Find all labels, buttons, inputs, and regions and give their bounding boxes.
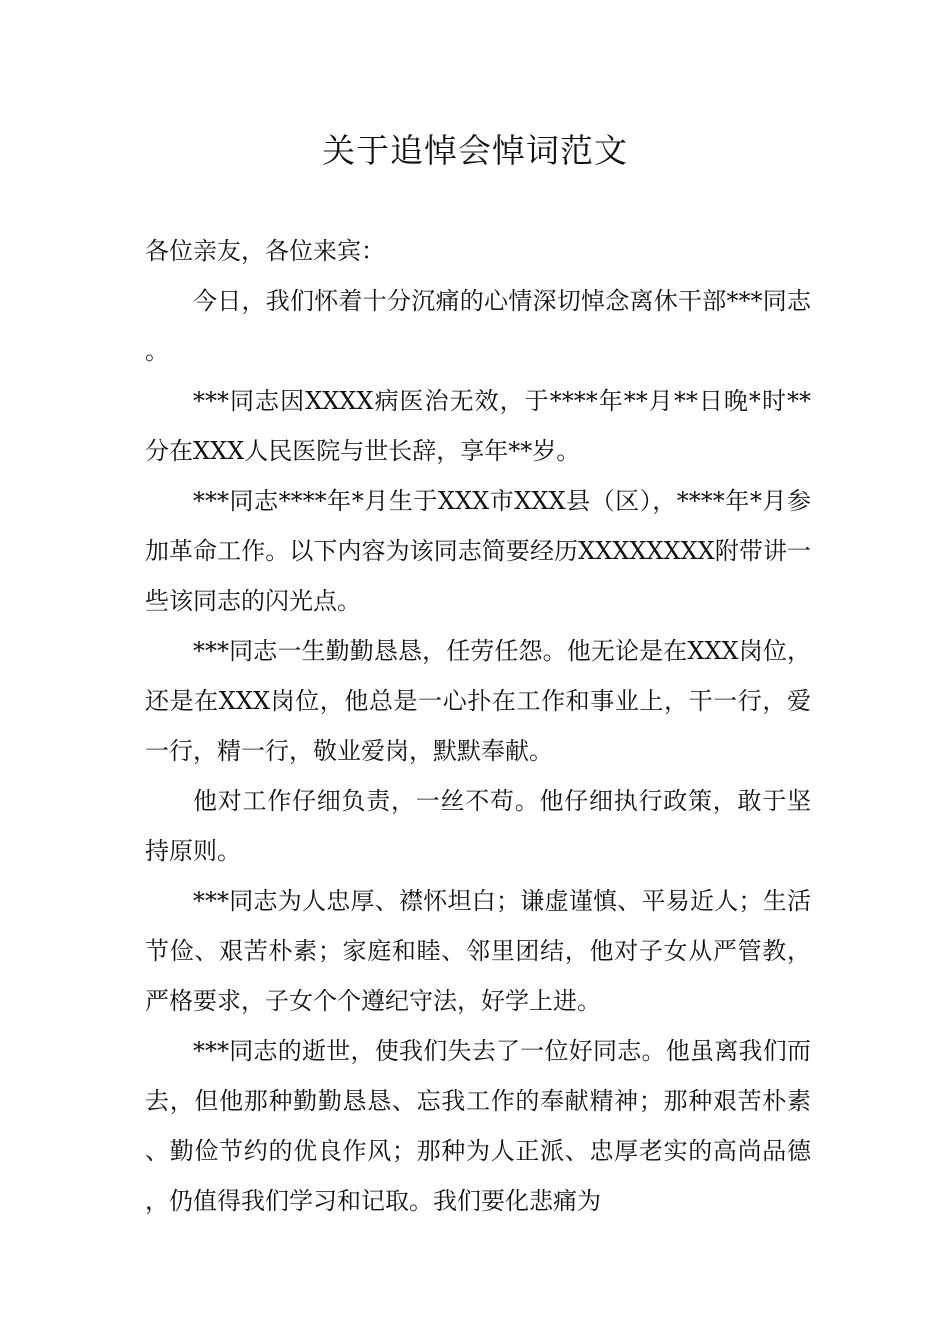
paragraph: 今日，我们怀着十分沉痛的心情深切悼念离休干部***同志。 (145, 287, 811, 365)
paragraph: ***同志一生勤勤恳恳，任劳任怨。他无论是在XXX岗位，还是在XXX岗位，他总是一心扑在工作和事业上，干一行，爱一行，精一行，敬业爱岗，默默奉献。 (145, 637, 811, 765)
paragraph: ***同志的逝世，使我们失去了一位好同志。他虽离我们而去，但他那种勤勤恳恳、忘我工作的奉献精神；那种艰苦朴素、勤俭节约的优良作风；那种为人正派、忠厚老实的高尚品德，仍值得我们学习和记取。我们要化悲痛为 (145, 1037, 811, 1215)
paragraph: ***同志****年*月生于XXX市XXX县（区），****年*月参加革命工作。以下内容为该同志简要经历XXXXXXXX附带讲一些该同志的闪光点。 (145, 487, 811, 615)
greeting: 各位亲友，各位来宾： (145, 237, 385, 265)
paragraph: ***同志因XXXX病医治无效，于****年**月**日晚*时**分在XXX人民医院与世长辞，享年**岁。 (145, 387, 811, 465)
document-title: 关于追悼会悼词范文 (322, 131, 628, 170)
document-body (145, 226, 811, 1226)
paragraph: 他对工作仔细负责，一丝不苟。他仔细执行政策，敢于坚持原则。 (145, 787, 811, 865)
paragraph: ***同志为人忠厚、襟怀坦白；谦虚谨慎、平易近人；生活节俭、艰苦朴素；家庭和睦、邻里团结，他对子女从严管教，严格要求，子女个个遵纪守法，好学上进。 (145, 887, 811, 1015)
